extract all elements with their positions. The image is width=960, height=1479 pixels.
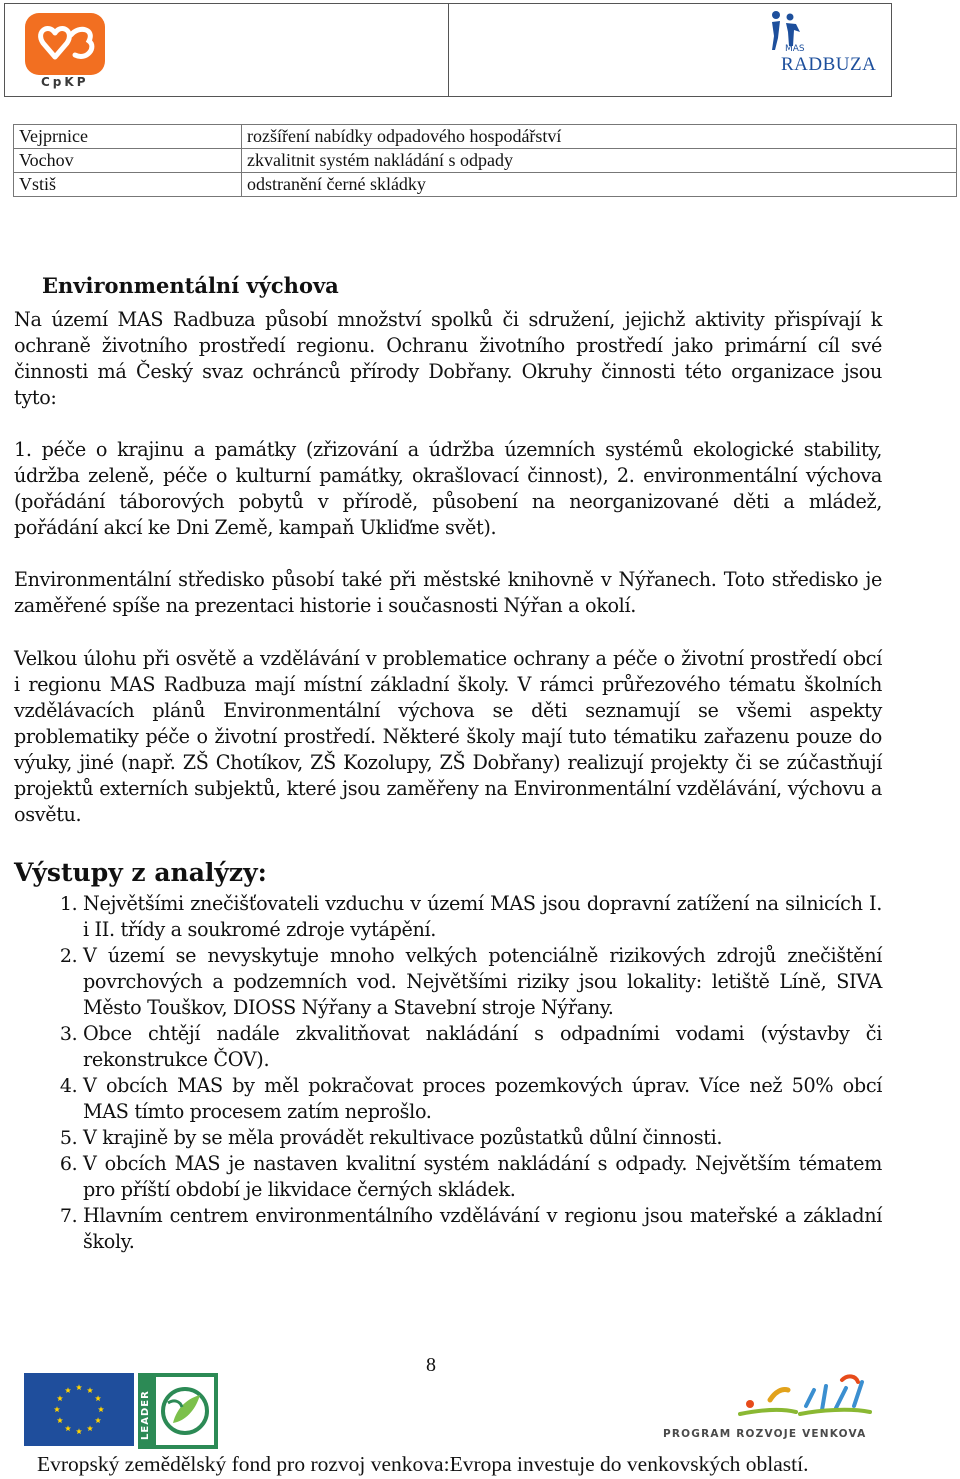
prv-logo-text: PROGRAM ROZVOJE VENKOVA xyxy=(663,1428,867,1440)
list-item: 2. V území se nevyskytuje mnoho velkých potenciálně rizikových zdrojů znečištění povrchových a podzemních vod. Největšími riziky jsou lokality: letiště Líně, SIVA Město Touškov, DIOSS Nýřany a Stavební stroje Nýřany. xyxy=(83,943,882,1021)
outputs-list xyxy=(14,891,882,1255)
paragraph-env-1: Na území MAS Radbuza působí množství spolků či sdružení, jejichž aktivity přispívají k ochraně životního prostředí regionu. Ochranu životního prostředí jako primární cíl své činnosti má Český svaz ochránců přírody Dobřany. Okruhy činnosti této organizace jsou tyto: xyxy=(14,308,882,409)
header-logo-box xyxy=(4,3,892,97)
table-cell-zamer: odstranění černé skládky xyxy=(242,173,957,197)
header-left-cell xyxy=(5,4,449,96)
table-row xyxy=(14,173,957,197)
section-heading-outputs: Výstupy z analýzy: xyxy=(14,858,267,887)
table-cell-obec: Vochov xyxy=(14,149,242,173)
eu-flag-icon xyxy=(24,1373,134,1446)
list-item: 6. V obcích MAS je nastaven kvalitní systém nakládání s odpady. Největším tématem pro příští období je likvidace černých skládek. xyxy=(83,1151,882,1203)
list-item: 1. Největšími znečišťovateli vzduchu v území MAS jsou dopravní zatížení na silnicích I. i II. třídy a soukromé zdroje vytápění. xyxy=(83,891,882,943)
mas-logo-small-text: MAS xyxy=(785,44,805,54)
list-item: 3. Obce chtějí nadále zkvalitňovat nakládání s odpadními vodami (výstavby či rekonstrukce ČOV). xyxy=(83,1021,882,1073)
mas-radbuza-logo-text: RADBUZA xyxy=(781,54,877,75)
paragraph-env-2: 1. péče o krajinu a památky (zřizování a údržba územních systémů ekologické stability, údržba zeleně, péče o kulturní památky, okrašlovací činnost), 2. environmentální výchova (pořádání táborových pobytů v přírodě, působení na neorganizované děti a mládež, pořádání akcí ke Dni Země, kampaň Ukliďme svět). xyxy=(14,438,882,539)
list-item: 7. Hlavním centrem environmentálního vzdělávání v regionu jsou mateřské a základní školy. xyxy=(83,1203,882,1255)
table-row xyxy=(14,149,957,173)
leader-logo-text: LEADER xyxy=(140,1390,151,1440)
paragraph-env-3: Environmentální středisko působí také při městské knihovně v Nýřanech. Toto středisko je zaměřené spíše na prezentaci historie i současnosti Nýřan a okolí. xyxy=(14,568,882,617)
list-item: 5. V krajině by se měla provádět rekultivace pozůstatků důlní činnosti. xyxy=(83,1125,882,1151)
municipality-table xyxy=(13,124,957,197)
page-number: 8 xyxy=(426,1354,436,1376)
paragraph-env-4: Velkou úlohu při osvětě a vzdělávání v problematice ochrany a péče o životní prostředí obcí i regionu MAS Radbuza mají místní základní školy. V rámci průřezového tématu školních vzdělávacích plánů Environmentální výchova se děti seznamují se všemi aspekty problematiky péče o životní prostředí. Některé školy mají tuto tématiku zařazenu pouze do výuky, jiné (např. ZŠ Chotíkov, ZŠ Kozolupy, ZŠ Dobřany) realizují projekty či se zúčastňují projektů externích subjektů, které jsou zaměřeny na Environmentální vzdělávání, výchovu a osvětu. xyxy=(14,647,882,826)
table-cell-obec: Vstiš xyxy=(14,173,242,197)
table-row xyxy=(14,125,957,149)
prv-logo-icon xyxy=(730,1370,880,1426)
table-cell-obec: Vejprnice xyxy=(14,125,242,149)
list-item: 4. V obcích MAS by měl pokračovat proces pozemkových úprav. Více než 50% obcí MAS tímto procesem zatím neprošlo. xyxy=(83,1073,882,1125)
table-cell-zamer: rozšíření nabídky odpadového hospodářství xyxy=(242,125,957,149)
section-heading-env: Environmentální výchova xyxy=(42,273,339,298)
table-cell-zamer: zkvalitnit systém nakládání s odpady xyxy=(242,149,957,173)
header-right-cell xyxy=(449,4,891,96)
cpkp-logo-text: CpKP xyxy=(41,75,89,89)
footer-text: Evropský zemědělský fond pro rozvoj venkova:Evropa investuje do venkovských oblastí. xyxy=(37,1452,809,1476)
cpkp-logo-icon xyxy=(25,13,105,75)
